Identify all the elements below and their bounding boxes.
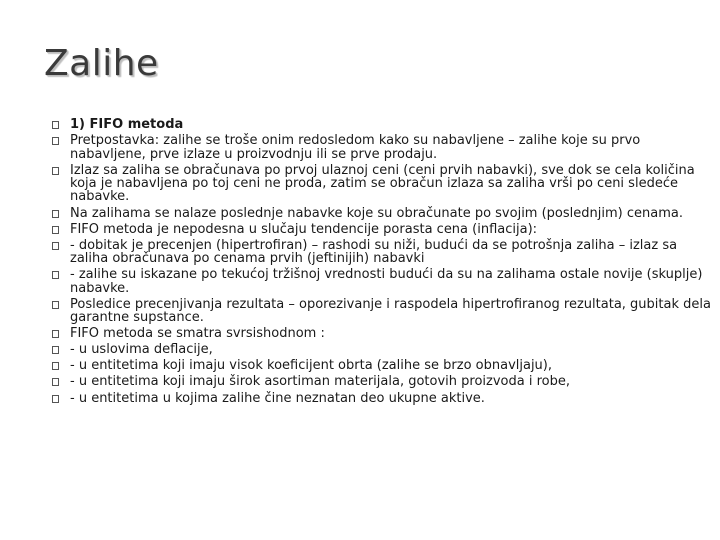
square-bullet-icon: [52, 210, 59, 218]
square-bullet-icon: [52, 271, 59, 279]
bullet-text: - u uslovima deflacije,: [70, 342, 213, 358]
bullet-text: Izlaz sa zaliha se obračunava po prvoj ulaznoj ceni (ceni prvih nabavki), sve dok se cela količina koja je nabavljena po toj ceni ne proda, zatim se obračun izlaza sa zaliha vrši po ceni sledeće nabavke.: [70, 162, 695, 205]
square-bullet-icon: [52, 121, 59, 129]
bullet-list: [52, 118, 712, 408]
bullet-text: - u entitetima koji imaju širok asortiman materijala, gotovih proizvoda i robe,: [70, 374, 570, 390]
square-bullet-icon: [52, 330, 59, 338]
bullet-item-assumption: [52, 134, 712, 161]
bullet-item-fifo-heading: [52, 118, 712, 131]
bullet-item-assortment: [52, 375, 712, 388]
bullet-text: Posledice precenjivanja rezultata – oporezivanje i raspodela hipertrofiranog rezultata, gubitak dela garantne supstance.: [70, 296, 711, 326]
bullet-item-insignificant: [52, 392, 712, 405]
bullet-text: 1) FIFO metoda: [70, 117, 184, 132]
bullet-item-stock: [52, 207, 712, 220]
bullet-item-profit-overstated: [52, 239, 712, 266]
bullet-text: - u entitetima koji imaju visok koeficijent obrta (zalihe se brzo obnavljaju),: [70, 358, 553, 374]
bullet-item-current-value: [52, 268, 712, 295]
square-bullet-icon: [52, 301, 59, 309]
slide-title: Zalihe: [44, 43, 159, 84]
bullet-text: Na zalihama se nalaze poslednje nabavke koje su obračunate po svojim (poslednjim) cenama.: [70, 205, 683, 221]
bullet-item-outflow: [52, 164, 712, 204]
bullet-item-inflation: [52, 223, 712, 236]
square-bullet-icon: [52, 242, 59, 250]
bullet-item-appropriate: [52, 327, 712, 340]
bullet-item-consequences: [52, 298, 712, 325]
square-bullet-icon: [52, 226, 59, 234]
bullet-text: FIFO metoda je nepodesna u slučaju tendencije porasta cena (inflacija):: [70, 221, 538, 237]
bullet-text: - dobitak je precenjen (hipertrofiran) – rashodi su niži, budući da se potrošnja zaliha – izlaz sa zaliha obračunava po cenama prvih (jeftinijih) nabavki: [70, 237, 678, 267]
square-bullet-icon: [52, 167, 59, 175]
square-bullet-icon: [52, 378, 59, 386]
bullet-text: Pretpostavka: zalihe se troše onim redosledom kako su nabavljene – zalihe koje su prvo nabavljene, prve izlaze u proizvodnju ili se prve prodaju.: [70, 133, 641, 162]
bullet-item-deflation: [52, 343, 712, 356]
bullet-item-turnover: [52, 359, 712, 372]
bullet-text: FIFO metoda se smatra svrsishodnom :: [70, 326, 325, 342]
square-bullet-icon: [52, 346, 59, 354]
bullet-text: - zalihe su iskazane po tekućoj tržišnoj vrednosti budući da su na zalihama ostale novije (skuplje) nabavke.: [70, 267, 703, 296]
square-bullet-icon: [52, 137, 59, 145]
square-bullet-icon: [52, 362, 59, 370]
bullet-text: - u entitetima u kojima zalihe čine neznatan deo ukupne aktive.: [70, 390, 485, 406]
square-bullet-icon: [52, 395, 59, 403]
